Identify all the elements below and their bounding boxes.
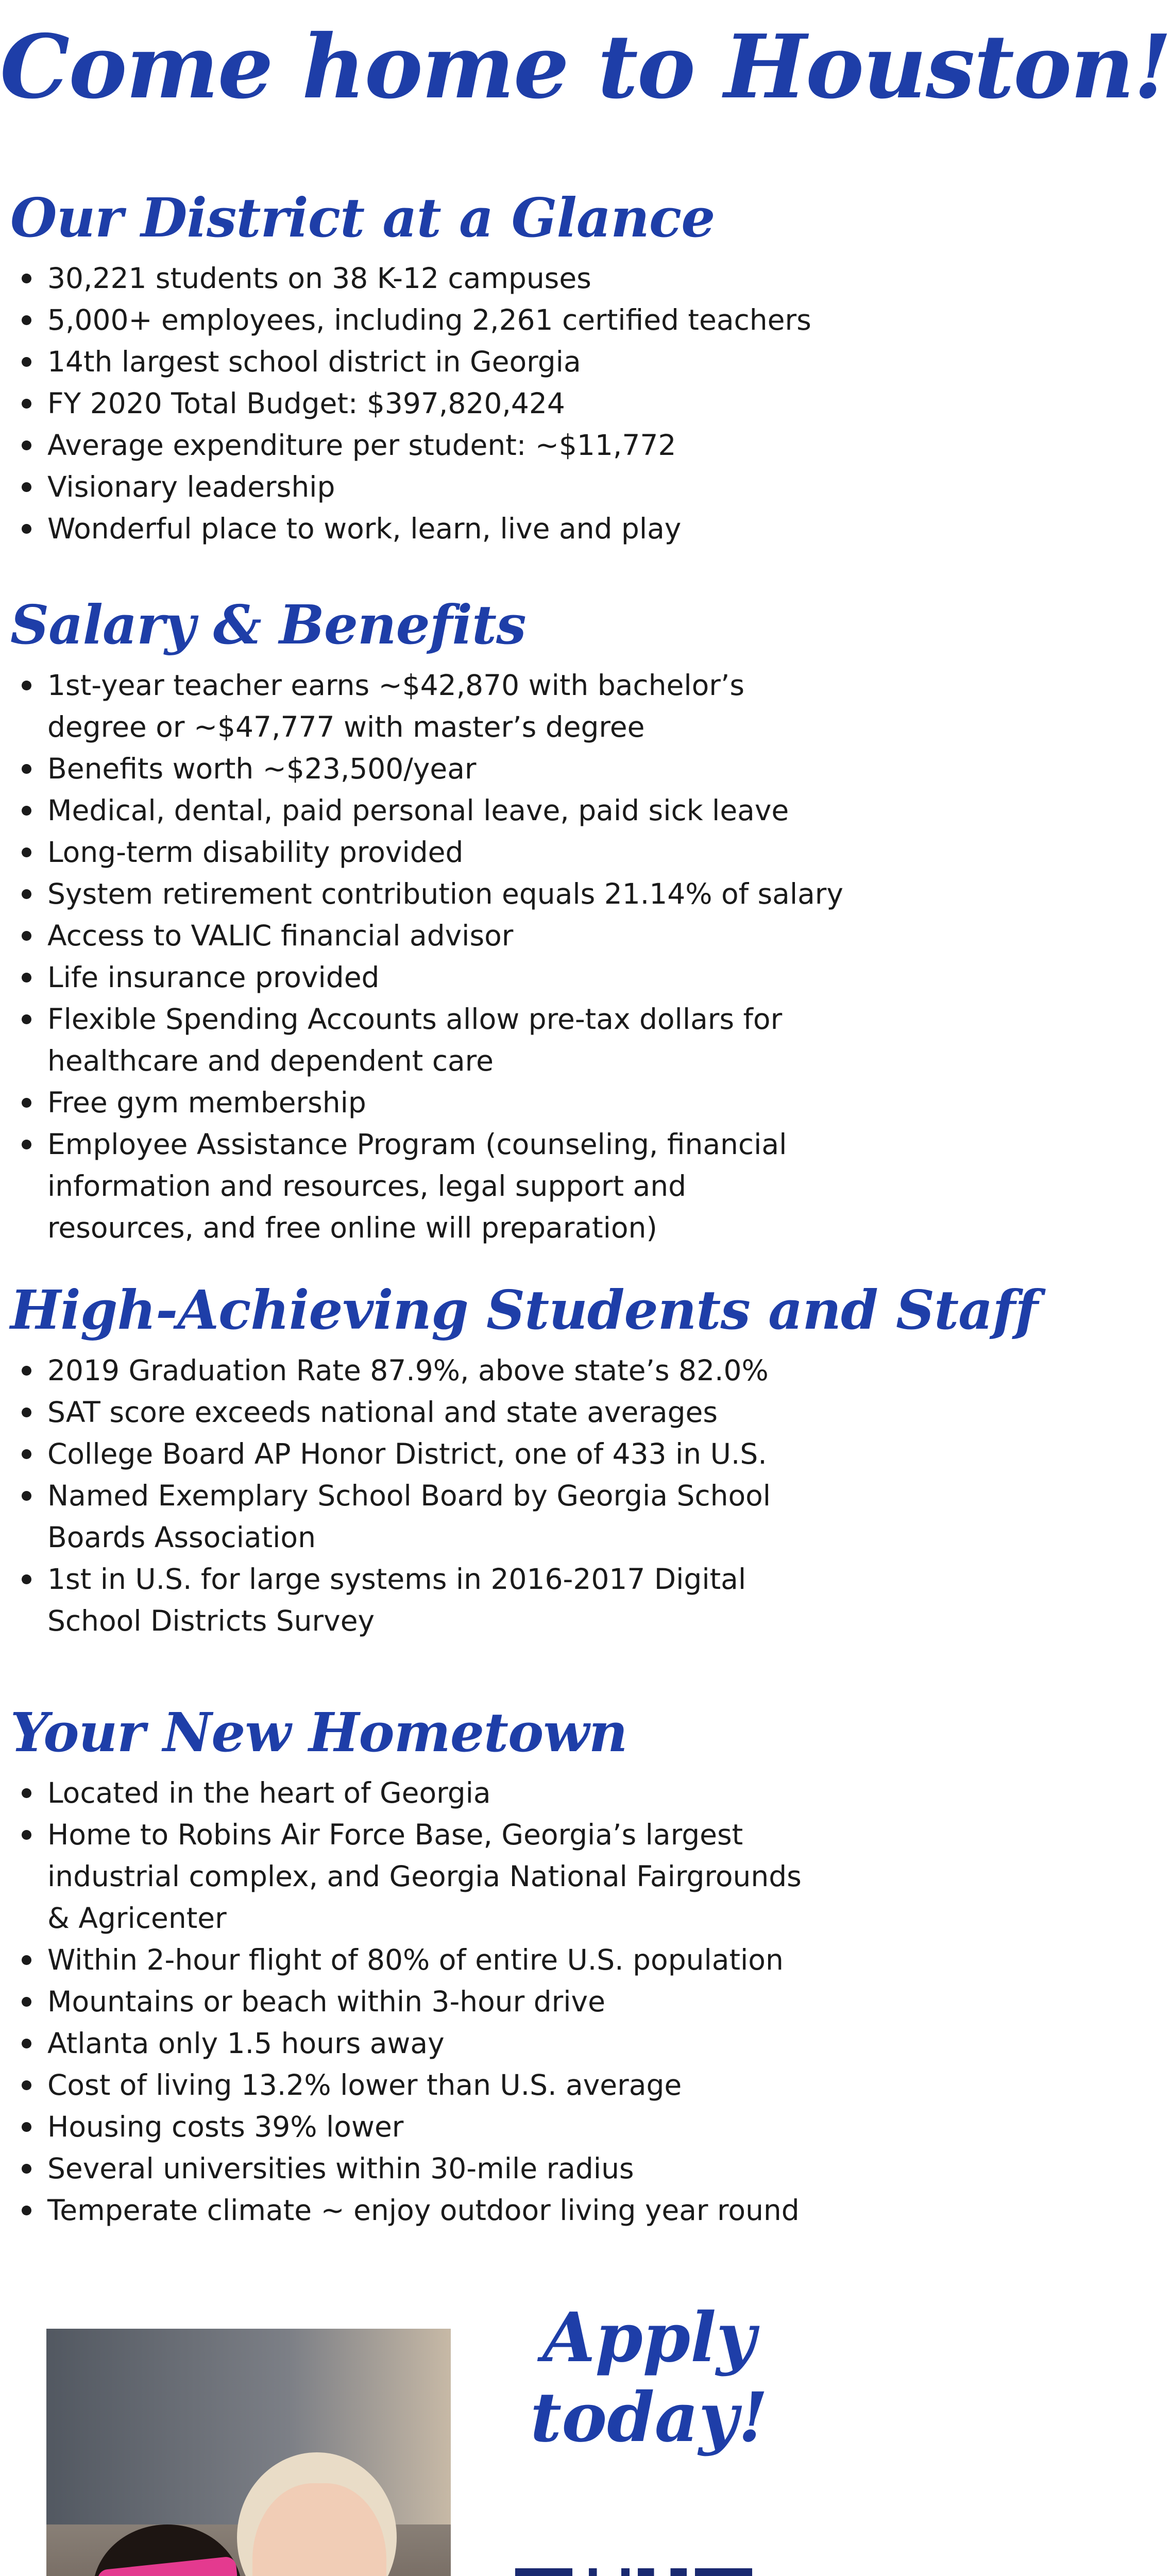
list-line: Temperate climate ~ enjoy outdoor living year round <box>47 2194 800 2227</box>
section-heading-home: Your New Hometown <box>10 1701 627 1764</box>
list-item <box>10 1350 835 1392</box>
list-line: Boards Association <box>47 1521 316 1554</box>
list-item <box>10 915 835 957</box>
list-line: 1st-year teacher earns ~$42,870 with bachelor’s <box>47 669 745 702</box>
list-line: Atlanta only 1.5 hours away <box>47 2027 445 2060</box>
list-item <box>10 1433 835 1475</box>
list-line: Housing costs 39% lower <box>47 2110 404 2143</box>
apply-today-heading <box>479 2298 819 2458</box>
list-line: Free gym membership <box>47 1086 366 1119</box>
list-item: 5,000+ employees, including 2,261 certified teachers <box>10 299 835 341</box>
section-new-hometown <box>10 1700 835 2231</box>
list-line: Within 2-hour flight of 80% of entire U.S. population <box>47 1943 784 1976</box>
section-high-achieving <box>10 1278 1038 1642</box>
list-line: College Board AP Honor District, one of 433 in U.S. <box>47 1437 767 1470</box>
list-line: healthcare and dependent care <box>47 1044 494 1077</box>
list-item: Visionary leadership <box>10 466 835 508</box>
list-line: School Districts Survey <box>47 1604 375 1637</box>
section-heading-high: High-Achieving Students and Staff <box>10 1278 1038 1342</box>
section-heading-salary: Salary & Benefits <box>10 593 526 656</box>
list-item <box>10 2148 835 2190</box>
list-item <box>10 1124 835 1249</box>
list-line: resources, and free online will preparation) <box>47 1211 657 1244</box>
list-item <box>10 998 835 1082</box>
list-item <box>10 1082 835 1124</box>
list-item <box>10 2064 835 2106</box>
list-line: Flexible Spending Accounts allow pre-tax dollars for <box>47 1003 783 1036</box>
list-line: Long-term disability provided <box>47 836 464 869</box>
list-line: SAT score exceeds national and state averages <box>47 1396 718 1429</box>
list-line: System retirement contribution equals 21.14% of salary <box>47 877 843 910</box>
page-title: Come home to Houston! <box>0 15 1171 118</box>
list-item <box>10 748 835 790</box>
list-line: Mountains or beach within 3-hour drive <box>47 1985 605 2018</box>
list-item <box>10 1981 835 2023</box>
list-line: Cost of living 13.2% lower than U.S. average <box>47 2069 682 2102</box>
list-line: Employee Assistance Program (counseling, financial <box>47 1128 787 1161</box>
list-item <box>10 1772 835 1814</box>
list-line: Several universities within 30-mile radius <box>47 2152 634 2185</box>
list-line: Home to Robins Air Force Base, Georgia’s largest <box>47 1818 743 1851</box>
salary-list <box>10 665 843 1249</box>
list-item <box>10 1939 835 1981</box>
list-item <box>10 1475 835 1558</box>
section-salary-benefits <box>10 592 843 1249</box>
teacher-student-photo <box>46 2329 451 2576</box>
list-item: 30,221 students on 38 K-12 campuses <box>10 258 835 299</box>
list-item: 14th largest school district in Georgia <box>10 341 835 383</box>
list-line: Life insurance provided <box>47 961 380 994</box>
list-line: industrial complex, and Georgia National Fairgrounds <box>47 1860 802 1893</box>
list-line: & Agricenter <box>47 1902 227 1935</box>
glance-list <box>10 258 835 550</box>
list-item: Average expenditure per student: ~$11,772 <box>10 425 835 466</box>
list-item <box>10 2023 835 2064</box>
list-line: Located in the heart of Georgia <box>47 1776 491 1809</box>
list-item <box>10 873 843 915</box>
list-item <box>10 1814 835 1939</box>
list-line: Access to VALIC financial advisor <box>47 919 514 952</box>
qr-code[interactable] <box>515 2568 752 2576</box>
list-item: FY 2020 Total Budget: $397,820,424 <box>10 383 835 425</box>
home-list <box>10 1772 835 2231</box>
list-line: information and resources, legal support and <box>47 1170 686 1202</box>
list-item <box>10 1392 835 1433</box>
section-heading-glance: Our District at a Glance <box>10 186 715 249</box>
list-item <box>10 790 835 832</box>
list-item <box>10 957 835 998</box>
list-item <box>10 2190 835 2231</box>
high-list <box>10 1350 835 1642</box>
list-line: Benefits worth ~$23,500/year <box>47 752 477 785</box>
apply-line: Apply <box>542 2298 756 2378</box>
list-item <box>10 2106 835 2148</box>
section-district-glance <box>10 185 835 550</box>
list-line: Named Exemplary School Board by Georgia School <box>47 1479 771 1512</box>
list-line: 2019 Graduation Rate 87.9%, above state’s 82.0% <box>47 1354 769 1387</box>
list-line: degree or ~$47,777 with master’s degree <box>47 710 645 743</box>
list-item <box>10 665 835 748</box>
list-item: Wonderful place to work, learn, live and play <box>10 508 835 550</box>
list-item <box>10 1558 835 1642</box>
list-item <box>10 832 835 873</box>
list-line: Medical, dental, paid personal leave, paid sick leave <box>47 794 789 827</box>
list-line: 1st in U.S. for large systems in 2016-2017 Digital <box>47 1563 746 1596</box>
apply-line: today! <box>530 2378 768 2458</box>
